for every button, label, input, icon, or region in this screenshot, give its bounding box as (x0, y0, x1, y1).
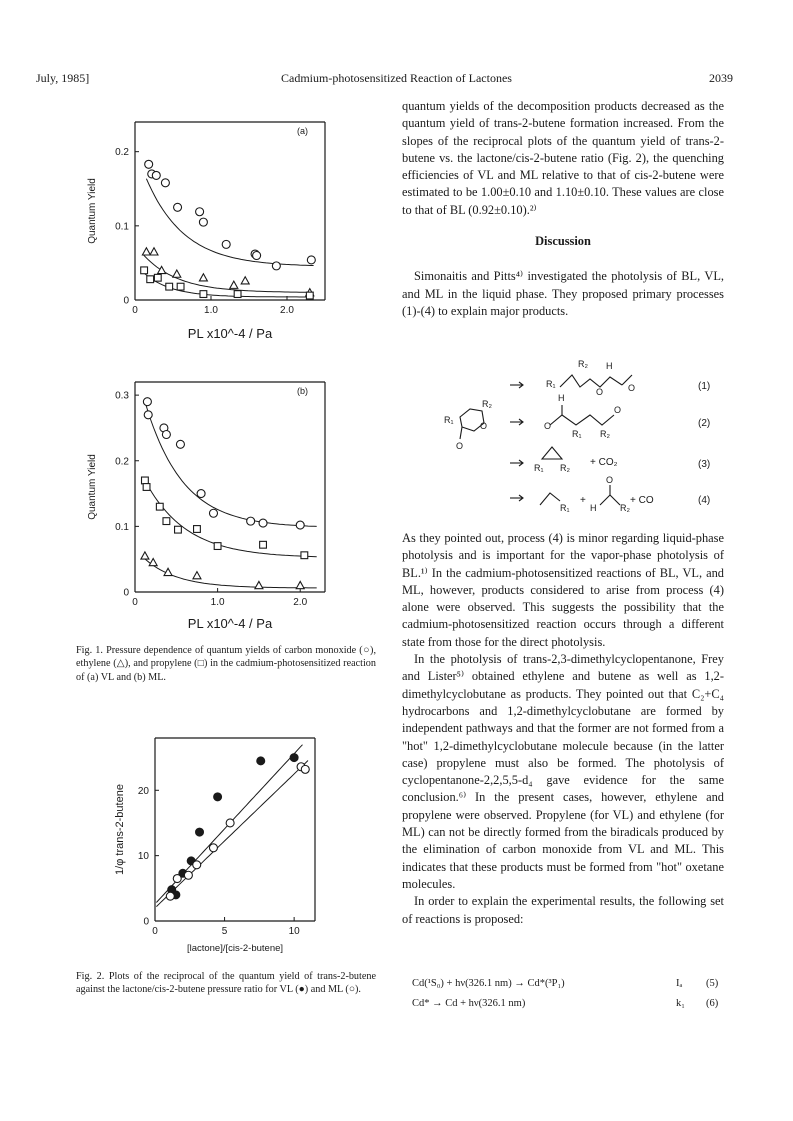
data-point-circle (197, 490, 205, 498)
x-tick-label: 1.0 (210, 597, 225, 608)
fit-curve (156, 761, 308, 907)
svg-text:+: + (580, 495, 586, 506)
svg-text:R₂: R₂ (482, 399, 492, 409)
data-point-circle (209, 844, 217, 852)
x-tick-label: 2.0 (293, 597, 308, 608)
data-point-square (156, 503, 163, 510)
data-point-circle (301, 765, 309, 773)
body-column-upper (402, 98, 724, 320)
data-point-circle (144, 411, 152, 419)
data-point-circle (174, 203, 182, 211)
chart-1a-svg (80, 112, 340, 342)
y-tick-label: 0 (143, 916, 149, 928)
x-axis-label: [lactone]/[cis-2-butene] (186, 943, 284, 954)
x-tick-label: 10 (288, 926, 300, 937)
fit-curve (143, 477, 316, 556)
figure-1-caption: Fig. 1. Pressure dependence of quantum yields of carbon monoxide (○), ethylene (△), and propylene (□) in the cadmium-photosensitized reaction of (a) VL and (b) ML. (76, 645, 376, 683)
data-point-circle (145, 160, 153, 168)
data-point-circle (193, 861, 201, 869)
svg-text:O: O (614, 405, 622, 415)
data-point-circle (196, 208, 204, 216)
data-point-circle (162, 431, 170, 439)
reaction-number-4: (4) (698, 495, 711, 506)
data-point-circle (296, 521, 304, 529)
co2-product: + CO₂ (590, 457, 618, 468)
svg-text:H: H (606, 361, 613, 371)
svg-text:H: H (558, 393, 565, 403)
y-tick-label: 20 (137, 785, 149, 797)
equation-5-text: Cd(¹S₀) + hν(326.1 nm) → Cd*(³P₁) (412, 978, 565, 989)
x-tick-label: 1.0 (204, 305, 218, 316)
svg-text:R₁: R₁ (534, 463, 544, 473)
equation-6-text: Cd* → Cd + hν(326.1 nm) (412, 998, 526, 1009)
svg-text:R₂: R₂ (600, 429, 610, 439)
y-tick-label: 0.2 (115, 456, 129, 468)
data-point-triangle (142, 248, 150, 255)
data-point-triangle (149, 558, 157, 565)
data-point-square (166, 283, 173, 290)
data-point-circle (247, 517, 255, 525)
data-point-triangle (296, 581, 304, 588)
y-tick-label: 0 (123, 587, 129, 599)
data-point-triangle (230, 281, 238, 288)
data-point-square (163, 518, 170, 525)
reaction-number-3: (3) (698, 459, 711, 470)
panel-label: (b) (297, 386, 308, 396)
equation-5-number: (5) (706, 978, 719, 989)
data-point-circle (259, 519, 267, 527)
data-point-triangle (199, 274, 207, 281)
data-point-square (142, 477, 149, 484)
data-point-square (141, 267, 148, 274)
data-point-circle (199, 218, 207, 226)
paragraph-proposed-reactions: In order to explain the experimental results, the following set of reactions is proposed: (402, 894, 724, 926)
svg-text:O: O (596, 387, 604, 397)
data-point-triangle (241, 277, 249, 284)
data-point-circle (307, 256, 315, 264)
x-tick-label: 0 (132, 305, 138, 316)
data-point-square (147, 276, 154, 283)
data-point-circle (152, 171, 160, 179)
paragraph-continuation: quantum yields of the decomposition products decreased as the quantum yield of trans-2-butene formation increased. From the slopes of the reciprocal plots of the quantum yield of trans-2-butene vs. the lactone/cis-2-butene ratio (Fig. 2), the quenching efficiencies of VL and ML relative to that of cis-2-butene were estimated to be 1.00±0.10 and 1.10±0.10. These values are close to that of BL (0.92±0.10).²⁾ (402, 99, 724, 217)
reaction-number-1: (1) (698, 381, 711, 392)
data-point-circle (226, 819, 234, 827)
panel-label: (a) (297, 126, 308, 136)
y-axis-label: Quantum Yield (87, 178, 98, 244)
y-tick-label: 0.3 (115, 390, 129, 402)
figure-2-caption: Fig. 2. Plots of the reciprocal of the quantum yield of trans-2-butene against the lactone/cis-2-butene pressure ratio for VL (●) and ML (○). (76, 971, 376, 996)
x-axis-label: PL x10^-4 / Pa (187, 616, 273, 631)
data-point-filled-circle (196, 828, 204, 836)
data-point-circle (222, 240, 230, 248)
data-point-circle (209, 509, 217, 517)
data-point-filled-circle (290, 754, 298, 762)
section-heading-discussion: Discussion (535, 234, 591, 249)
data-point-circle (272, 262, 280, 270)
y-tick-label: 0 (123, 295, 129, 307)
paragraph-simonaitis: Simonaitis and Pitts⁴⁾ investigated the photolysis of BL, VL, and ML in the liquid phase. They proposed primary processes (1)-(4) to explain major products. (402, 269, 724, 318)
data-point-circle (176, 440, 184, 448)
data-point-circle (184, 871, 192, 879)
y-axis-label: 1/φ trans-2-butene (114, 784, 126, 875)
svg-text:H: H (590, 503, 597, 513)
data-point-triangle (150, 248, 158, 255)
figure-1a (80, 112, 340, 342)
data-point-square (214, 543, 221, 550)
data-point-square (194, 526, 201, 533)
running-header-left: July, 1985] (36, 71, 90, 85)
x-axis-label: PL x10^-4 / Pa (187, 326, 273, 341)
data-point-filled-circle (214, 793, 222, 801)
data-point-square (143, 484, 150, 491)
paragraph-process-4: As they pointed out, process (4) is minor regarding liquid-phase photolysis and is important for the vapor-phase photolysis of BL.¹⁾ In the cadmium-photosensitized reactions of BL, VL, and ML, however, products considered to arise from process (4) alone were observed. This suggests the possibility that the cadmium-photosensitized reaction occurs through a different state from those for the direct photolysis. (402, 531, 724, 649)
data-point-triangle (255, 581, 263, 588)
svg-text:O: O (544, 421, 552, 431)
page-number: 2039 (709, 71, 733, 85)
data-point-square (260, 541, 267, 548)
svg-text:O: O (480, 421, 488, 431)
data-point-circle (173, 875, 181, 883)
chart-2-svg (100, 730, 340, 960)
x-tick-label: 0 (152, 926, 158, 937)
reaction-number-2: (2) (698, 418, 711, 429)
data-point-circle (253, 252, 261, 260)
data-point-circle (143, 398, 151, 406)
equation-5-rate: Iₐ (676, 978, 683, 989)
running-header-title: Cadmium-photosensitized Reaction of Lactones (281, 71, 512, 85)
paragraph-frey-lister: In the photolysis of trans-2,3-dimethylcyclopentanone, Frey and Lister⁵⁾ obtained ethylene and butene as well as 1,2-dimethylcyclobutane as products. They pointed out that C₂+C₄ hydrocarbons and 1,2-dimethylcyclobutane are formed by independent pathways and that the former are not formed from a "hot" 1,2-dimethylcyclobutane molecule because (in the latter case) propylene must also be formed. The photolysis of cyclopentanone-2,2,5,5-d₄ gave evidence for the same conclusion.⁶⁾ In the present cases, however, ethylene and propylene were observed. Propylene (for VL) and ethylene (for ML) can not be directly formed from the biradicals produced by the elimination of carbon monoxide from VL and ML. This indicates that these products must be formed from "hot" oxetane molecules. (402, 652, 724, 891)
data-point-circle (166, 892, 174, 900)
svg-text:R₁: R₁ (560, 503, 570, 513)
data-point-square (301, 552, 308, 559)
body-column-lower (402, 530, 724, 928)
svg-text:O: O (628, 383, 636, 393)
data-point-square (306, 292, 313, 299)
data-point-square (177, 283, 184, 290)
data-point-square (200, 291, 207, 298)
x-tick-label: 0 (132, 597, 138, 608)
x-tick-label: 5 (221, 926, 228, 937)
reaction-scheme-svg (430, 355, 730, 515)
data-point-circle (161, 179, 169, 187)
y-axis-label: Quantum Yield (87, 454, 98, 520)
fit-curve (145, 402, 317, 527)
data-point-square (154, 274, 161, 281)
svg-text:R₂: R₂ (620, 503, 630, 513)
svg-text:R₁: R₁ (444, 415, 454, 425)
svg-text:O: O (456, 441, 464, 451)
data-point-triangle (173, 270, 181, 277)
data-point-triangle (158, 266, 166, 273)
figure-1b (80, 372, 340, 642)
x-tick-label: 2.0 (280, 305, 294, 316)
svg-text:R₂: R₂ (578, 359, 588, 369)
equation-6-rate: k₁ (676, 998, 685, 1009)
y-tick-label: 10 (137, 851, 149, 863)
data-point-filled-circle (257, 757, 265, 765)
svg-text:R₁: R₁ (572, 429, 582, 439)
svg-text:R₂: R₂ (560, 463, 570, 473)
svg-text:R₁: R₁ (546, 379, 556, 389)
data-point-square (234, 291, 241, 298)
y-tick-label: 0.1 (115, 221, 129, 233)
co-product: + CO (630, 495, 654, 506)
y-tick-label: 0.2 (115, 147, 129, 159)
y-tick-label: 0.1 (115, 521, 129, 533)
data-point-triangle (193, 572, 201, 579)
data-point-square (175, 526, 182, 533)
reaction-scheme (430, 355, 730, 515)
equation-6-number: (6) (706, 998, 719, 1009)
data-point-triangle (141, 552, 149, 559)
figure-2 (100, 730, 340, 960)
svg-text:O: O (606, 475, 614, 485)
chart-1b-svg (80, 372, 340, 642)
fit-curve (146, 179, 313, 266)
